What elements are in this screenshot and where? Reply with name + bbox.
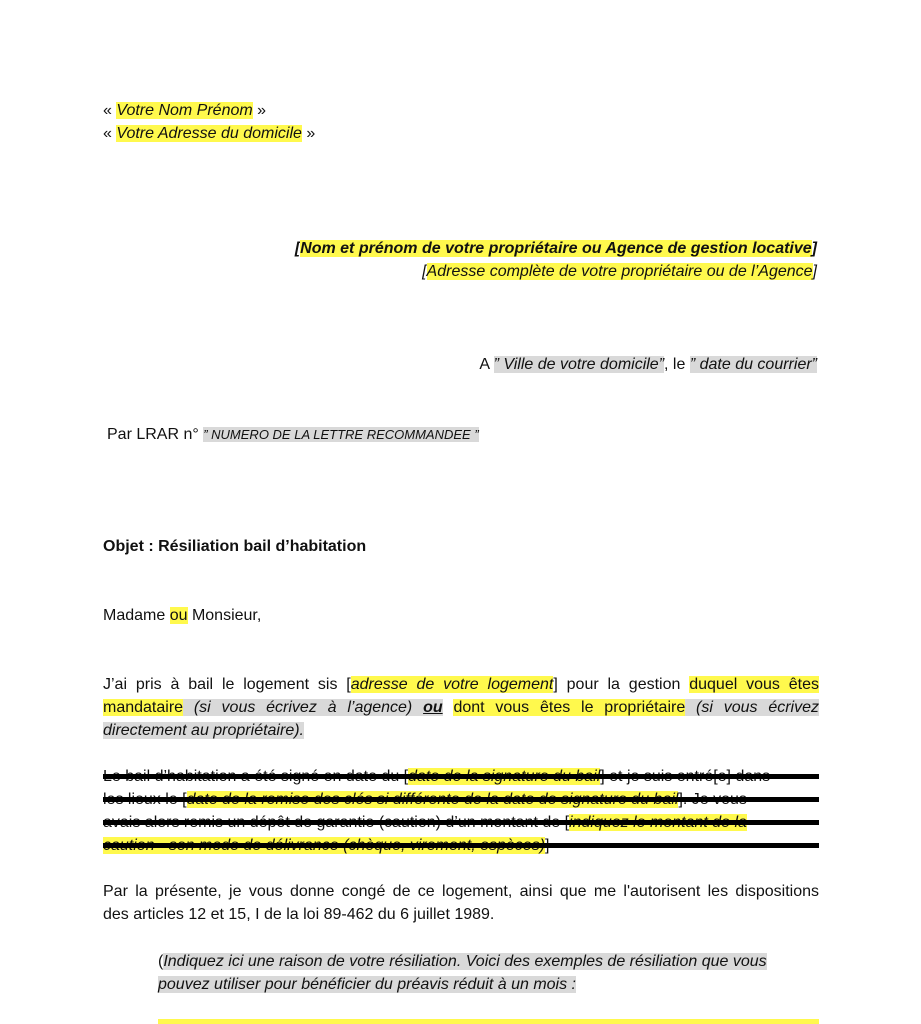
struck-line3	[103, 811, 819, 834]
recipient-bracket-open: [	[422, 263, 427, 280]
strikethrough-bar	[103, 820, 819, 825]
salutation-ou: ou	[169, 607, 188, 624]
strikethrough-bar	[103, 843, 819, 848]
sender-name-line	[103, 100, 266, 122]
recipient-bracket-close: ]	[811, 240, 817, 257]
sender-address: Votre Adresse du domicile	[116, 125, 302, 142]
paragraph3-line2: pouvez utiliser pour bénéficier du préavis réduit à un mois :	[158, 976, 576, 993]
recipient-name-line	[295, 238, 817, 260]
paragraph1-line2: mandataire (si vous écrivez à l’agence) ou dont vous êtes le propriétaire (si vous écrivez	[103, 699, 820, 716]
lrar-number: ” NUMERO DE LA LETTRE RECOMMANDEE ”	[203, 427, 479, 442]
paragraph3-line1: (Indiquez ici une raison de votre résiliation. Voici des exemples de résiliation que vous	[158, 953, 767, 970]
place-date-line	[479, 354, 817, 376]
struck-line2	[103, 788, 819, 811]
place-city: ” Ville de votre domicile”	[493, 356, 665, 373]
paragraph2-line1: Par la présente, je vous donne congé de ce logement, ainsi que me l'autorisent les dispositions	[103, 883, 819, 900]
sender-name: Votre Nom Prénom	[116, 102, 253, 119]
close-quote: »	[257, 102, 267, 119]
paragraph1-line1: J’ai pris à bail le logement sis [adresse de votre logement] pour la gestion duquel vous êtes	[103, 676, 819, 693]
strikethrough-bar	[103, 774, 819, 779]
paragraph2-line2: des articles 12 et 15, I de la loi 89-462 du 6 juillet 1989.	[103, 906, 495, 923]
letter-date: ” date du courrier”	[689, 356, 817, 373]
recipient-name: Nom et prénom de votre propriétaire ou Agence de gestion locative	[300, 240, 812, 257]
lrar-prefix: Par LRAR n°	[107, 426, 199, 443]
recipient-address-line	[422, 261, 817, 283]
place-prefix: A	[479, 356, 490, 373]
struck-line4	[103, 834, 819, 857]
open-quote: «	[103, 102, 112, 119]
lrar-line	[107, 424, 479, 446]
strikethrough-bar	[103, 797, 819, 802]
paragraph1-line3: directement au propriétaire).	[103, 722, 304, 739]
sender-address-line	[103, 123, 315, 145]
logement-address: adresse de votre logement	[350, 676, 554, 693]
recipient-bracket-open: [	[294, 240, 301, 257]
salutation: Madame ou Monsieur,	[103, 607, 262, 624]
struck-line1	[103, 765, 819, 788]
place-separator: , le	[664, 356, 686, 373]
close-quote: »	[306, 125, 316, 142]
subject-line: Objet : Résiliation bail d’habitation	[103, 538, 367, 555]
open-quote: «	[103, 125, 112, 142]
recipient-bracket-close: ]	[812, 263, 817, 280]
next-line-highlight	[158, 1019, 819, 1024]
recipient-address: Adresse complète de votre propriétaire ou de l’Agence	[426, 263, 813, 280]
